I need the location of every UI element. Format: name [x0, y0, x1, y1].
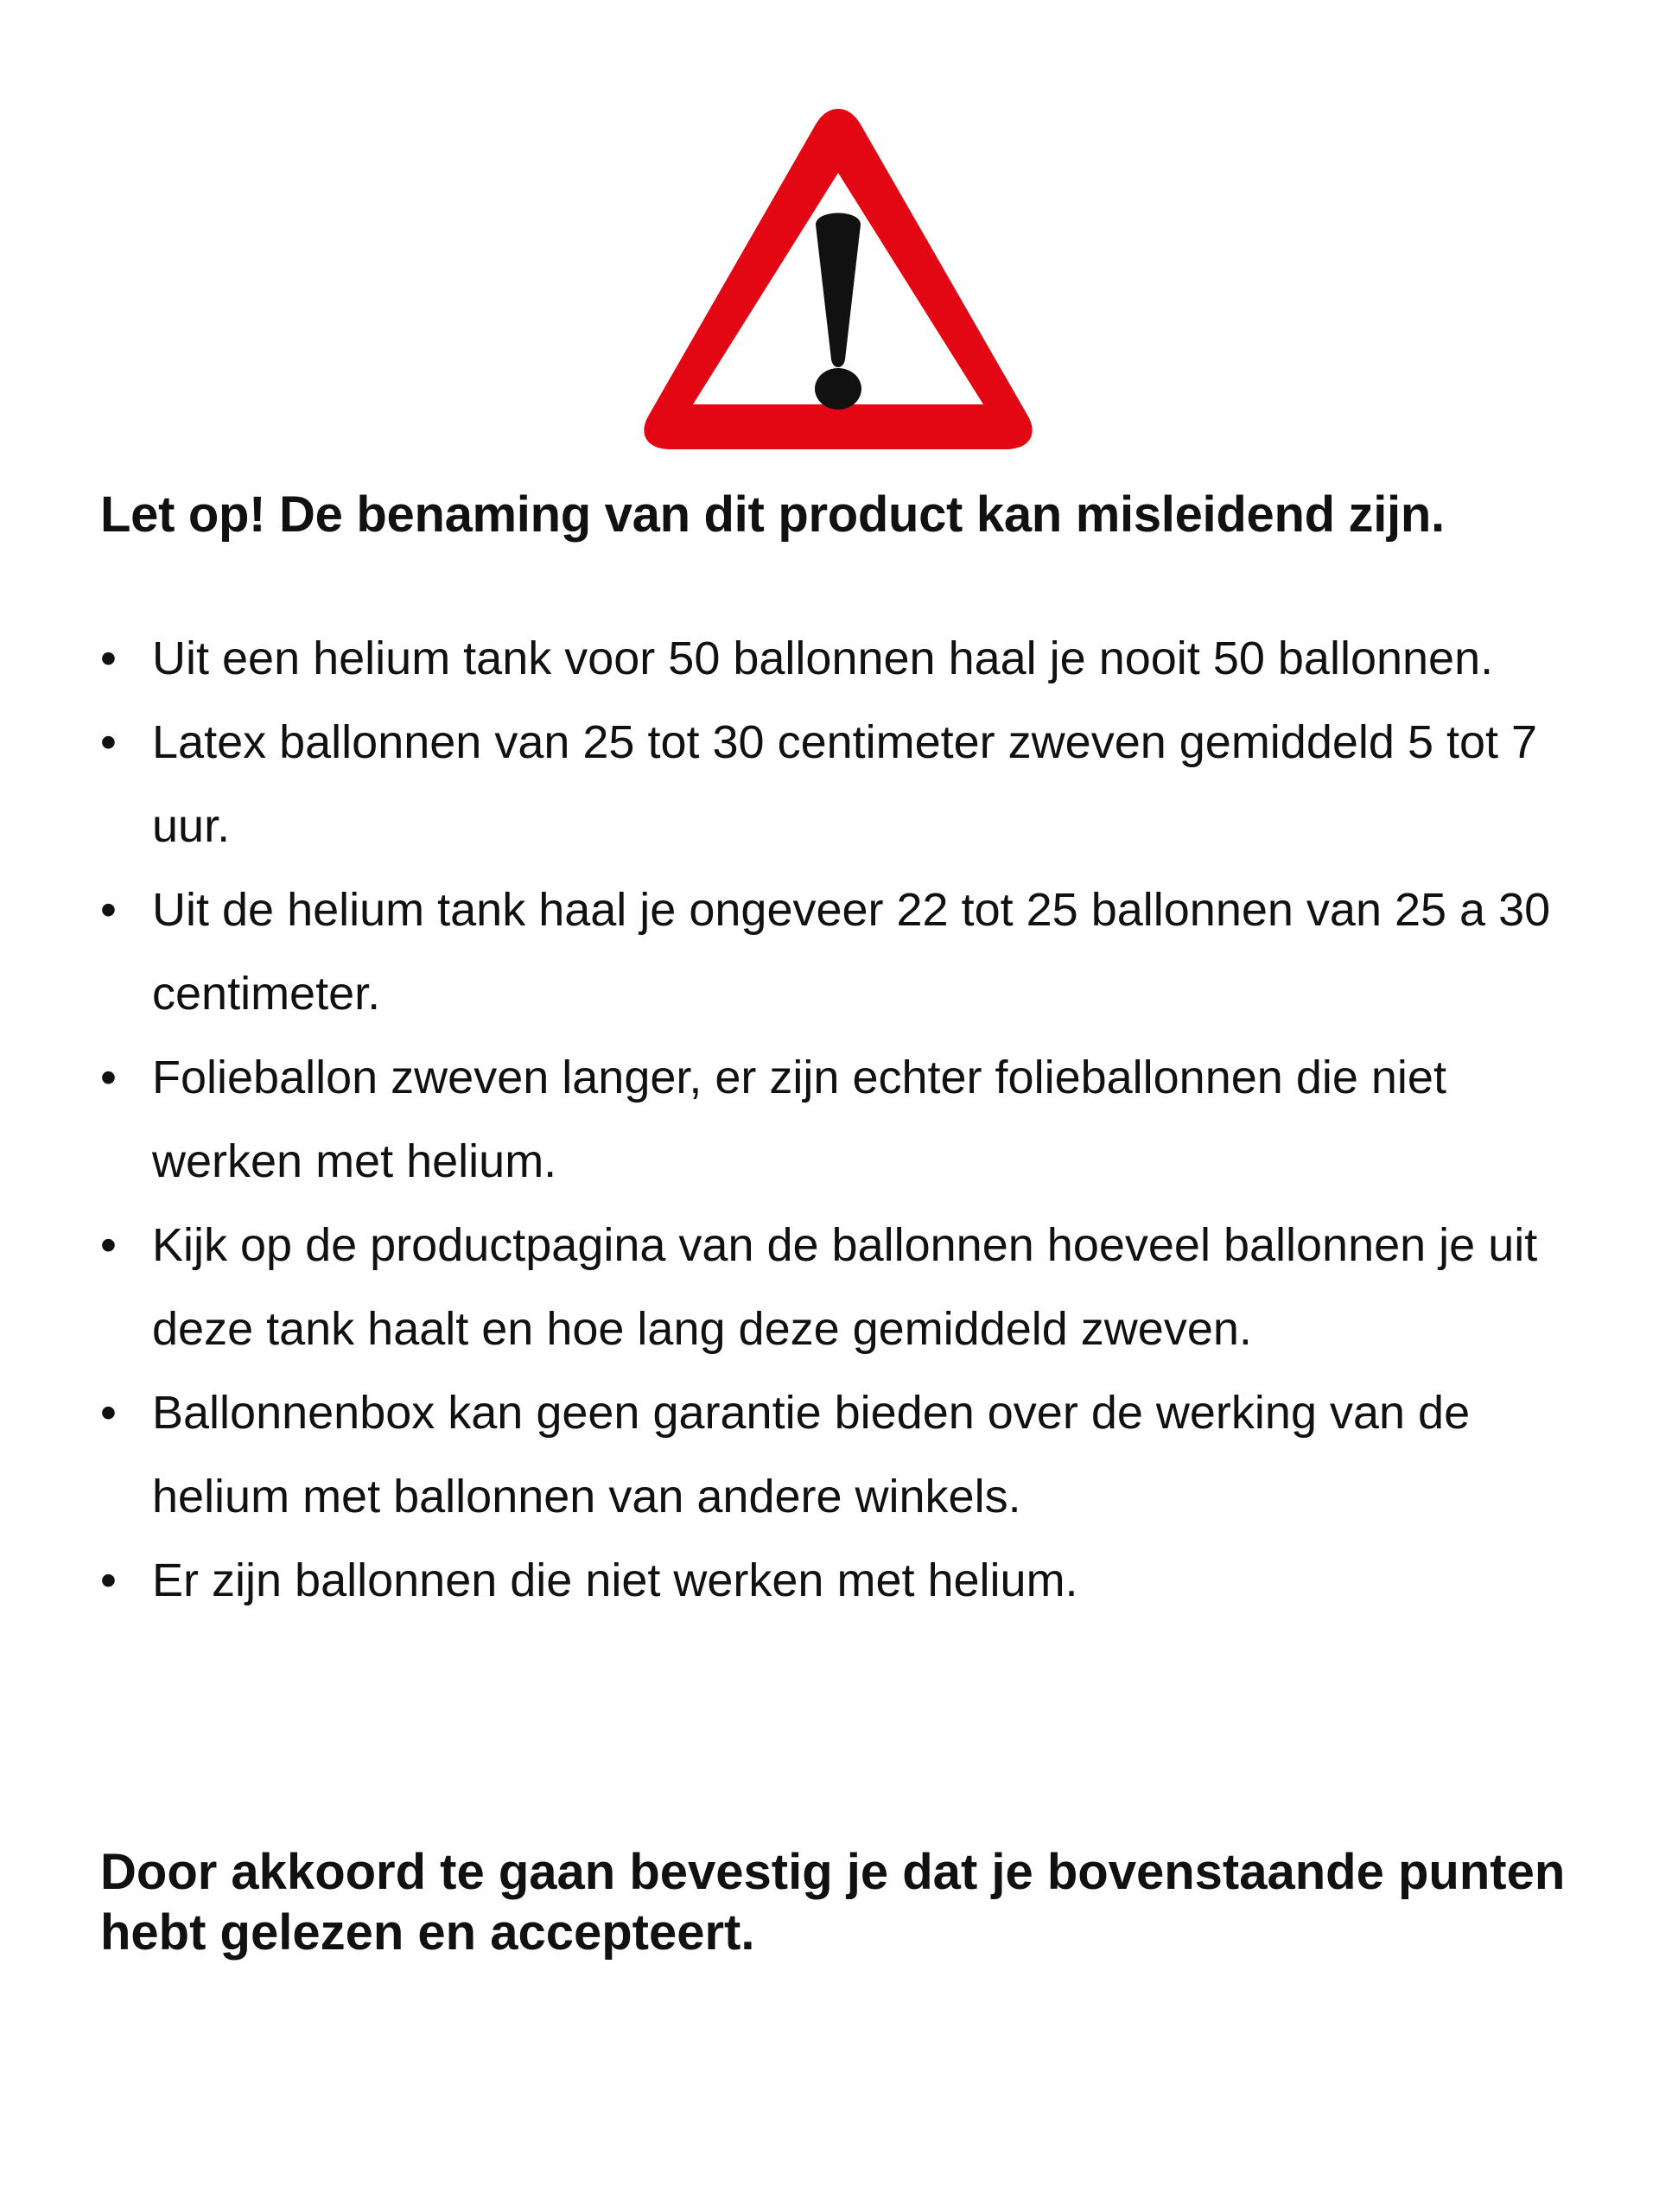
warning-heading: Let op! De benaming van dit product kan misleidend zijn.	[100, 486, 1445, 543]
list-item-text: Er zijn ballonnen die niet werken met helium.	[152, 1554, 1078, 1606]
acceptance-statement: Door akkoord te gaan bevestig je dat je bovenstaande punten hebt gelezen en accepteert.	[100, 1844, 1566, 1961]
bullet-icon: •	[100, 1554, 117, 1606]
list-item	[100, 1036, 1586, 1204]
exclamation-dot	[815, 368, 861, 410]
list-item-text: Uit een helium tank voor 50 ballonnen haal je nooit 50 ballonnen.	[152, 632, 1494, 684]
bullet-icon: •	[100, 1219, 117, 1271]
list-item-text: Latex ballonnen van 25 tot 30 centimeter zweven gemiddeld 5 tot 7 uur.	[152, 716, 1538, 852]
warning-triangle-icon	[639, 97, 1037, 460]
bullet-icon: •	[100, 884, 117, 936]
list-item	[100, 1539, 1586, 1623]
list-item-text: Ballonnenbox kan geen garantie bieden over de werking van de helium met ballonnen van andere winkels.	[152, 1387, 1471, 1522]
list-item-text: Folieballon zweven langer, er zijn echter folieballonnen die niet werken met helium.	[152, 1052, 1446, 1187]
list-item	[100, 701, 1586, 868]
bullet-icon: •	[100, 716, 117, 768]
list-item-text: Kijk op de productpagina van de ballonnen hoeveel ballonnen je uit deze tank haalt en hoe lang deze gemiddeld zweven.	[152, 1219, 1538, 1355]
list-item	[100, 1204, 1586, 1371]
list-item	[100, 868, 1586, 1036]
bullet-icon: •	[100, 1052, 117, 1103]
list-item	[100, 1371, 1586, 1539]
bullet-icon: •	[100, 632, 117, 684]
list-item-text: Uit de helium tank haal je ongeveer 22 tot 25 ballonnen van 25 a 30 centimeter.	[152, 884, 1551, 1020]
list-item	[100, 617, 1586, 701]
bullet-icon: •	[100, 1387, 117, 1439]
warning-points-list	[100, 617, 1586, 1623]
